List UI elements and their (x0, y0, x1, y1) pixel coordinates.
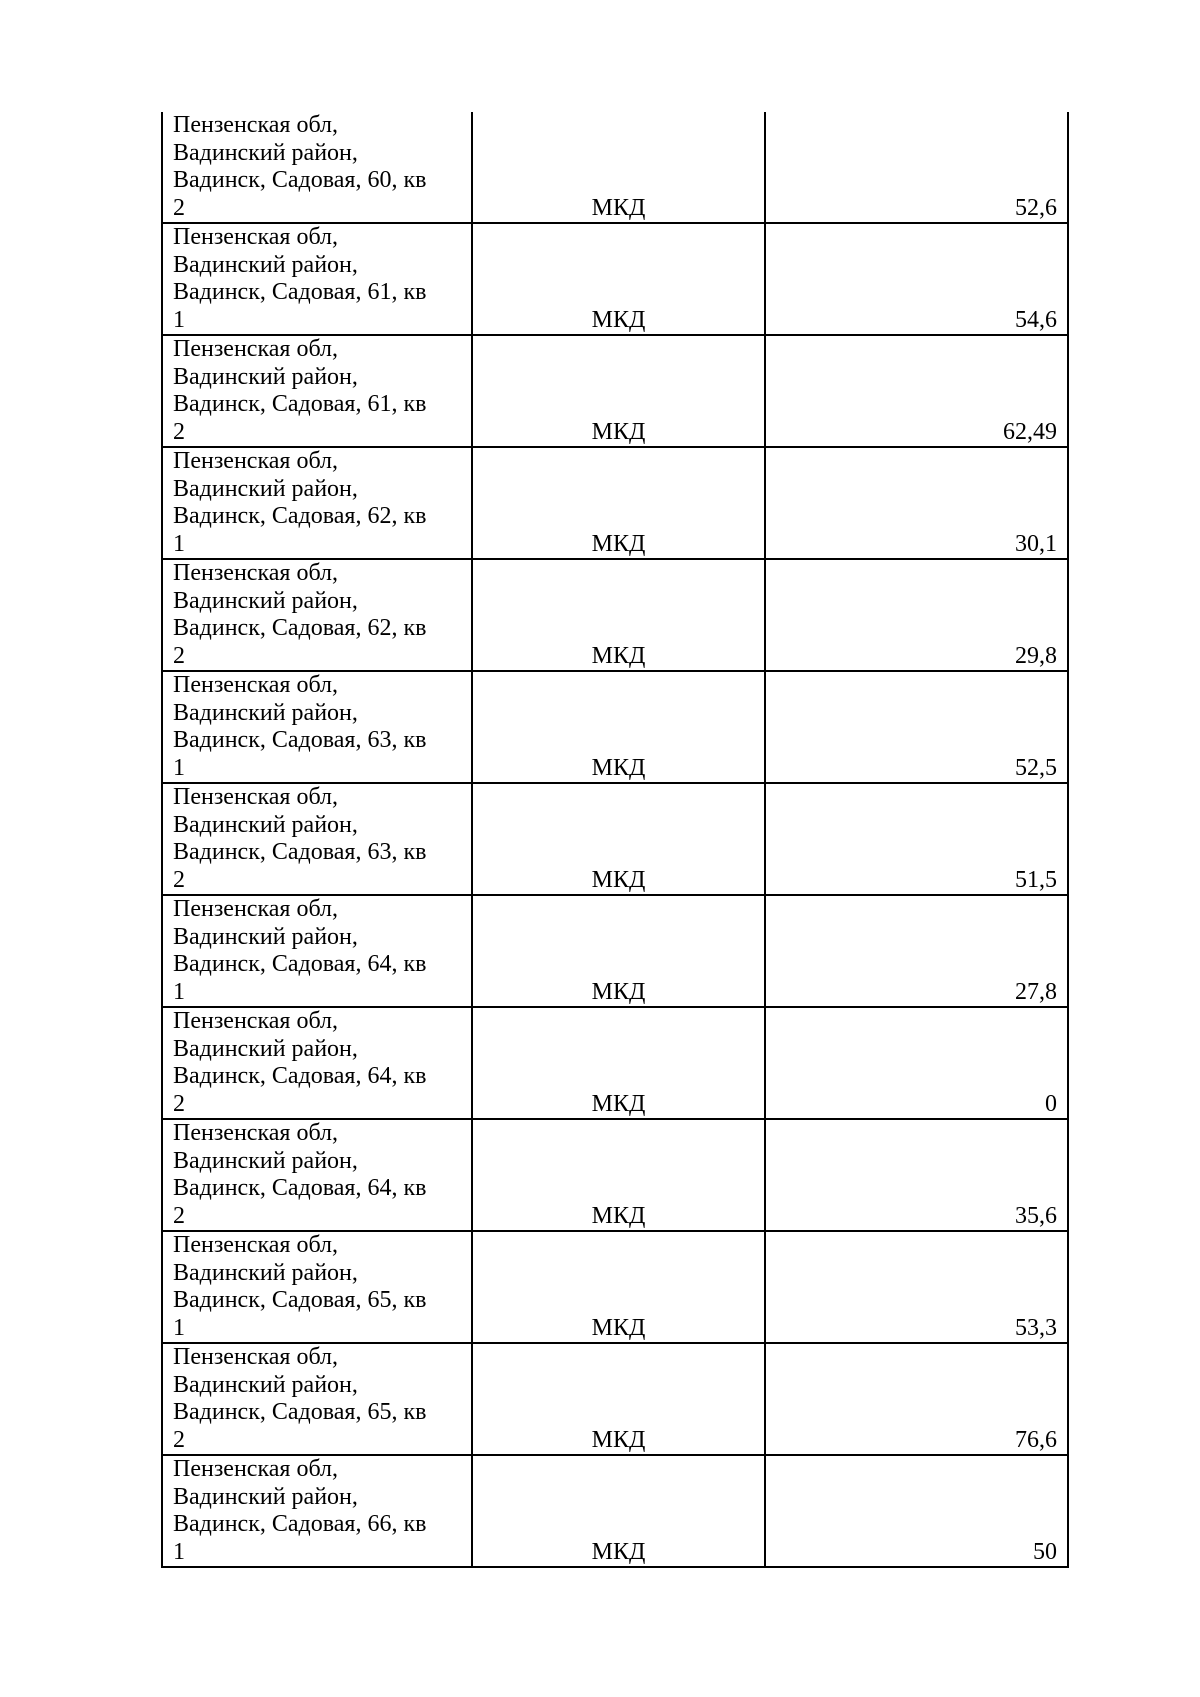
address-text: Пензенская обл, Вадинский район, Вадинск, Садовая, 64, кв 2 (173, 1120, 427, 1229)
address-cell (162, 895, 472, 1007)
area-cell: 50 (765, 1455, 1068, 1567)
address-text: Пензенская обл, Вадинский район, Вадинск, Садовая, 60, кв 2 (173, 112, 427, 221)
address-text: Пензенская обл, Вадинский район, Вадинск, Садовая, 64, кв 2 (173, 1008, 427, 1117)
type-cell: МКД (472, 1231, 765, 1343)
type-cell: МКД (472, 335, 765, 447)
area-cell: 76,6 (765, 1343, 1068, 1455)
address-cell (162, 223, 472, 335)
address-text: Пензенская обл, Вадинский район, Вадинск, Садовая, 61, кв 1 (173, 224, 427, 333)
table-row (162, 335, 1068, 447)
type-cell: МКД (472, 112, 765, 223)
address-text: Пензенская обл, Вадинский район, Вадинск, Садовая, 63, кв 1 (173, 672, 427, 781)
type-cell: МКД (472, 1007, 765, 1119)
table-row (162, 1119, 1068, 1231)
address-cell (162, 1455, 472, 1567)
type-cell: МКД (472, 447, 765, 559)
type-cell: МКД (472, 1455, 765, 1567)
address-text: Пензенская обл, Вадинский район, Вадинск, Садовая, 66, кв 1 (173, 1456, 427, 1565)
area-cell: 27,8 (765, 895, 1068, 1007)
area-cell: 51,5 (765, 783, 1068, 895)
address-text: Пензенская обл, Вадинский район, Вадинск, Садовая, 61, кв 2 (173, 336, 427, 445)
area-cell: 35,6 (765, 1119, 1068, 1231)
table-row (162, 223, 1068, 335)
area-cell: 62,49 (765, 335, 1068, 447)
area-cell: 52,5 (765, 671, 1068, 783)
table-row (162, 783, 1068, 895)
address-text: Пензенская обл, Вадинский район, Вадинск, Садовая, 64, кв 1 (173, 896, 427, 1005)
type-cell: МКД (472, 559, 765, 671)
table-row (162, 1231, 1068, 1343)
address-text: Пензенская обл, Вадинский район, Вадинск, Садовая, 62, кв 2 (173, 560, 427, 669)
area-cell: 53,3 (765, 1231, 1068, 1343)
table-row (162, 895, 1068, 1007)
area-cell: 0 (765, 1007, 1068, 1119)
table-row (162, 447, 1068, 559)
address-text: Пензенская обл, Вадинский район, Вадинск, Садовая, 62, кв 1 (173, 448, 427, 557)
address-cell (162, 112, 472, 223)
address-cell (162, 671, 472, 783)
table-row (162, 1007, 1068, 1119)
type-cell: МКД (472, 895, 765, 1007)
address-cell (162, 335, 472, 447)
property-table (161, 112, 1069, 1568)
address-cell (162, 1007, 472, 1119)
table-row (162, 1343, 1068, 1455)
address-cell (162, 1231, 472, 1343)
address-text: Пензенская обл, Вадинский район, Вадинск, Садовая, 63, кв 2 (173, 784, 427, 893)
address-cell (162, 447, 472, 559)
address-cell (162, 783, 472, 895)
table-row (162, 112, 1068, 223)
table-row (162, 559, 1068, 671)
address-cell (162, 1119, 472, 1231)
property-table-body (162, 112, 1068, 1567)
area-cell: 54,6 (765, 223, 1068, 335)
type-cell: МКД (472, 1343, 765, 1455)
table-row (162, 671, 1068, 783)
type-cell: МКД (472, 223, 765, 335)
table-row (162, 1455, 1068, 1567)
type-cell: МКД (472, 783, 765, 895)
address-text: Пензенская обл, Вадинский район, Вадинск, Садовая, 65, кв 2 (173, 1344, 427, 1453)
address-cell (162, 1343, 472, 1455)
area-cell: 30,1 (765, 447, 1068, 559)
area-cell: 29,8 (765, 559, 1068, 671)
area-cell: 52,6 (765, 112, 1068, 223)
type-cell: МКД (472, 671, 765, 783)
type-cell: МКД (472, 1119, 765, 1231)
address-cell (162, 559, 472, 671)
address-text: Пензенская обл, Вадинский район, Вадинск, Садовая, 65, кв 1 (173, 1232, 427, 1341)
